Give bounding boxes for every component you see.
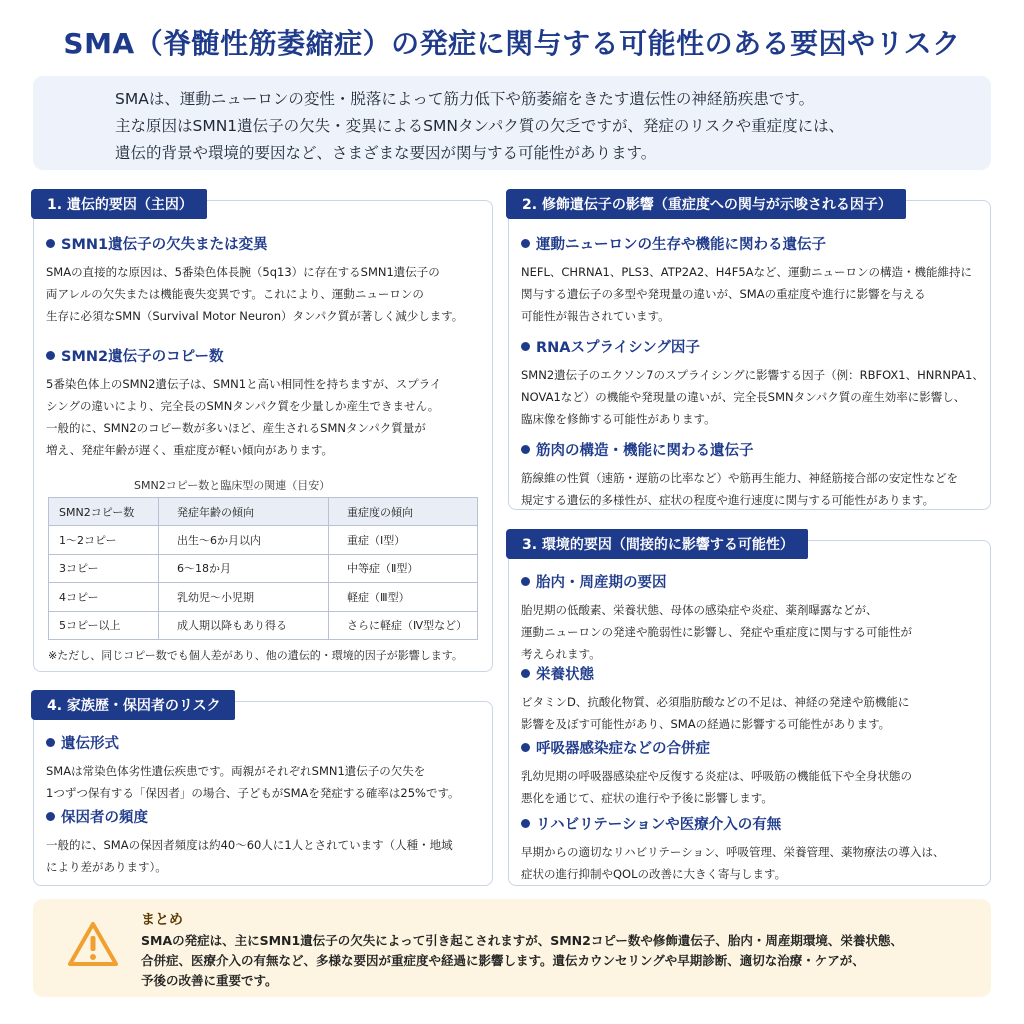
bullet-icon [46,351,55,360]
intro-line: 遺伝的背景や環境的要因など、さまざまな要因が関与する可能性があります。 [115,144,657,162]
section-inheritance [46,734,482,804]
table-row: 3コピー 6〜18か月 中等症（Ⅱ型） [49,554,478,583]
summary-box [33,899,991,997]
bullet-icon [521,819,530,828]
text-line: 規定する遺伝的多様性が、症状の程度や進行速度に関与する可能性があります。 [521,493,935,507]
text-line: 5番染色体上のSMN2遺伝子は、SMN1と高い相同性を持ちますが、スプライ [46,377,442,391]
section-heading: SMN2遺伝子のコピー数 [46,347,482,367]
text-line: 両アレルの欠失または機能喪失変異です。これにより、運動ニューロンの [46,287,424,301]
table-caption: SMN2コピー数と臨床型の関連（目安） [134,479,331,492]
genetic-factors-card [33,197,493,672]
text-line: SMAの直接的な原因は、5番染色体長腕（5q13）に存在するSMN1遺伝子の [46,265,440,279]
text-line: 関与する遺伝子の多型や発現量の違いが、SMAの重症度や進行に影響を与える [521,287,926,301]
section-muscle-genes [521,441,980,511]
bullet-icon [521,445,530,454]
bullet-icon [521,577,530,586]
bullet-icon [521,239,530,248]
family-history-card [33,698,493,886]
section-heading: RNAスプライシング因子 [521,338,980,358]
environmental-factors-card [508,537,991,886]
section-heading: SMN1遺伝子の欠失または変異 [46,235,482,255]
summary-heading: まとめ [141,912,183,928]
text-line: NEFL、CHRNA1、PLS3、ATP2A2、H4F5Aなど、運動ニューロンの構造・機能維持に [521,265,972,279]
table-header: 発症年齢の傾向 [159,498,329,526]
summary-line: 合併症、医療介入の有無など、多様な要因が重症度や経過に影響します。遺伝カウンセリングや早期診断、適切な治療・ケアが、 [141,953,865,968]
text-line: 生存に必須なSMN（Survival Motor Neuron）タンパク質が著しく減少します。 [46,309,464,323]
bullet-icon [46,239,55,248]
text-line: 臨床像を修飾する可能性があります。 [521,412,716,426]
section-carrier-frequency [46,808,482,878]
table-header: 重症度の傾向 [329,498,478,526]
section-heading: 保因者の頻度 [46,808,482,828]
bullet-icon [46,738,55,747]
intro-line: 主な原因はSMN1遺伝子の欠失・変異によるSMNタンパク質の欠乏ですが、発症のリスクや重症度には、 [115,117,845,135]
text-line: SMAは常染色体劣性遺伝疾患です。両親がそれぞれSMN1遺伝子の欠失を [46,764,426,778]
table-row: 5コピー以上 成人期以降もあり得る さらに軽症（Ⅳ型など） [49,611,478,640]
intro-box [33,76,991,170]
text-line: 1つずつ保有する「保因者」の場合、子どもがSMAを発症する確率は25%です。 [46,786,460,800]
section-tag: 1. 遺伝的要因（主因） [31,189,207,219]
section-motor-neuron-genes [521,235,980,327]
bullet-icon [521,669,530,678]
table-row: 1〜2コピー 出生〜6か月以内 重症（Ⅰ型） [49,526,478,555]
text-line: 筋線維の性質（速筋・遅筋の比率など）や筋再生能力、神経筋接合部の安定性などを [521,471,958,485]
text-line: 早期からの適切なリハビリテーション、呼吸管理、栄養管理、薬物療法の導入は、 [521,845,945,859]
text-line: 運動ニューロンの発達や脆弱性に影響し、発症や重症度に関与する可能性が [521,625,912,639]
table-row: 4コピー 乳幼児〜小児期 軽症（Ⅲ型） [49,583,478,612]
text-line: SMN2遺伝子のエクソン7のスプライシングに影響する因子（例：RBFOX1、HNRNPA1、 [521,368,984,382]
section-perinatal [521,573,980,665]
modifier-genes-card [508,197,991,510]
section-rehabilitation [521,815,980,885]
text-line: ビタミンD、抗酸化物質、必須脂肪酸などの不足は、神経の発達や筋機能に [521,695,910,709]
bullet-icon [46,812,55,821]
section-heading: 栄養状態 [521,665,980,685]
text-line: 一般的に、SMAの保因者頻度は約40〜60人に1人とされています（人種・地域 [46,838,453,852]
table-note: ※ただし、同じコピー数でも個人差があり、他の遺伝的・環境的因子が影響します。 [48,649,463,662]
table-header: SMN2コピー数 [49,498,159,526]
section-heading: リハビリテーションや医療介入の有無 [521,815,980,835]
section-heading: 胎内・周産期の要因 [521,573,980,593]
section-splicing-factors [521,338,984,430]
text-line: 悪化を通じて、症状の進行や予後に影響します。 [521,791,773,805]
section-smn2 [46,347,482,461]
copy-number-table [48,497,478,640]
text-line: シングの違いにより、完全長のSMNタンパク質を少量しか産生できません。 [46,399,440,413]
section-smn1 [46,235,482,327]
section-complications [521,739,980,809]
section-nutrition [521,665,980,735]
bullet-icon [521,743,530,752]
warning-icon [67,921,119,967]
summary-line: 予後の改善に重要です。 [141,973,278,988]
text-line: 症状の進行抑制やQOLの改善に大きく寄与します。 [521,867,787,881]
section-heading: 筋肉の構造・機能に関わる遺伝子 [521,441,980,461]
text-line: 一般的に、SMN2のコピー数が多いほど、産生されるSMNタンパク質量が [46,421,426,435]
text-line: により差があります）。 [46,860,167,874]
text-line: NOVA1など）の機能や発現量の違いが、完全長SMNタンパク質の産生効率に影響し、 [521,390,966,404]
section-heading: 運動ニューロンの生存や機能に関わる遺伝子 [521,235,980,255]
section-heading: 呼吸器感染症などの合併症 [521,739,980,759]
section-tag: 3. 環境的要因（間接的に影響する可能性） [506,529,808,559]
text-line: 増え、発症年齢が遅く、重症度が軽い傾向があります。 [46,443,334,457]
text-line: 可能性が報告されています。 [521,309,670,323]
section-tag: 4. 家族歴・保因者のリスク [31,690,235,720]
section-tag: 2. 修飾遺伝子の影響（重症度への関与が示唆される因子） [506,189,906,219]
section-heading: 遺伝形式 [46,734,482,754]
text-line: 影響を及ぼす可能性があり、SMAの経過に影響する可能性があります。 [521,717,891,731]
text-line: 乳幼児期の呼吸器感染症や反復する炎症は、呼吸筋の機能低下や全身状態の [521,769,912,783]
bullet-icon [521,342,530,351]
text-line: 考えられます。 [521,647,601,661]
page-title: SMA（脊髄性筋萎縮症）の発症に関与する可能性のある要因やリスク [63,27,961,60]
summary-line: SMAの発症は、主にSMN1遺伝子の欠失によって引き起こされますが、SMN2コピー数や修飾遺伝子、胎内・周産期環境、栄養状態、 [141,933,903,948]
text-line: 胎児期の低酸素、栄養状態、母体の感染症や炎症、薬剤曝露などが、 [521,603,878,617]
intro-line: SMAは、運動ニューロンの変性・脱落によって筋力低下や筋萎縮をきたす遺伝性の神経筋疾患です。 [115,90,815,108]
